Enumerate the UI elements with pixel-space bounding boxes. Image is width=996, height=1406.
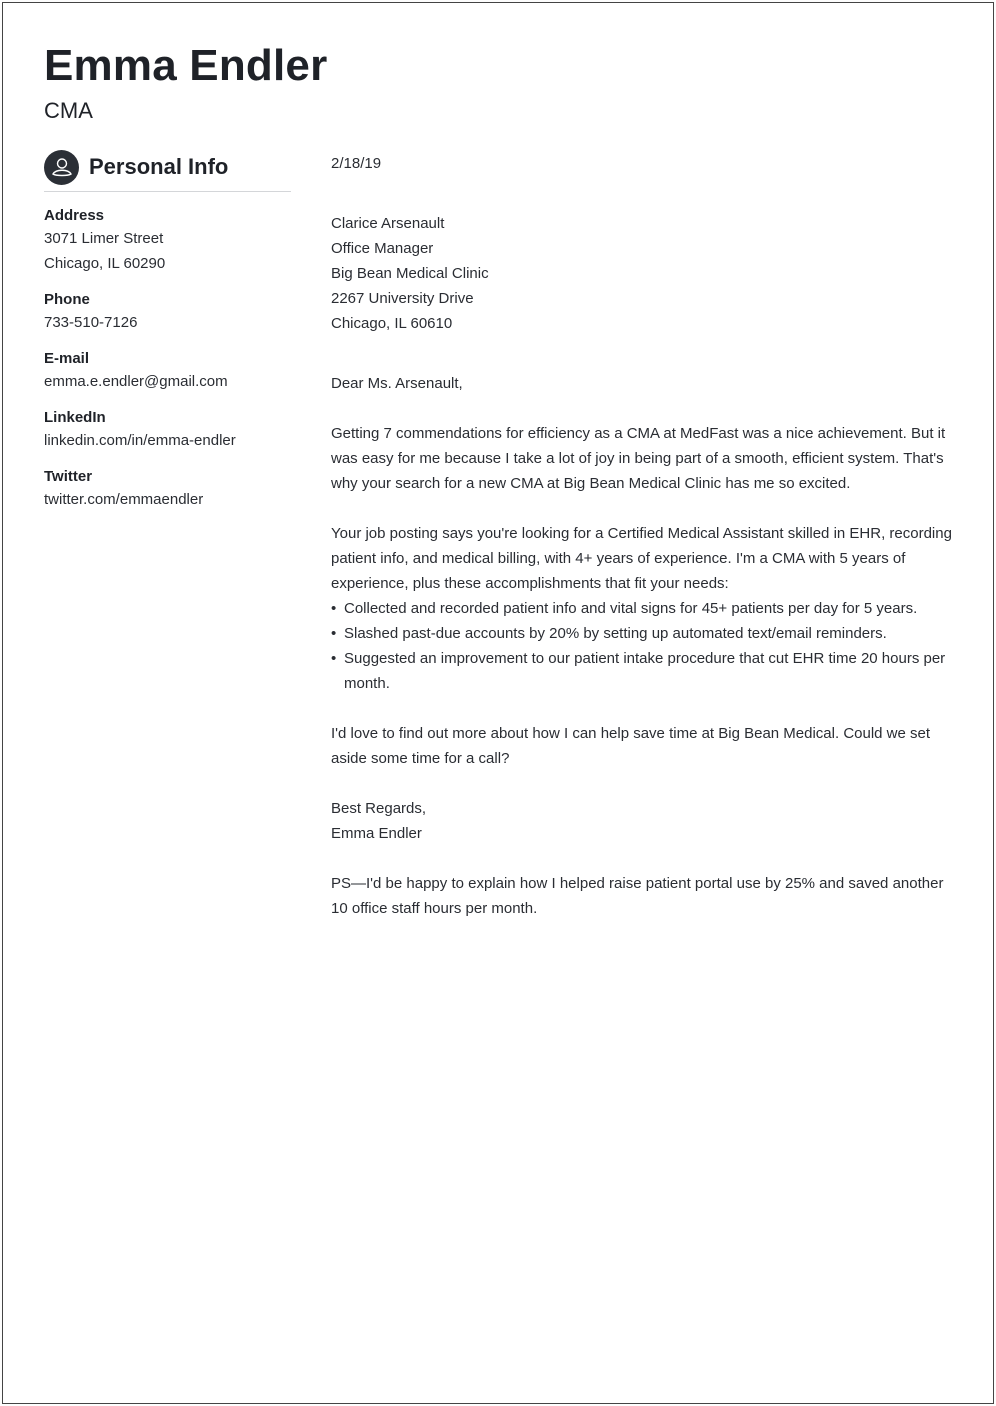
list-item: • Collected and recorded patient info and vital signs for 45+ patients per day for 5 years. bbox=[331, 596, 956, 621]
postscript: PS—I'd be happy to explain how I helped raise patient portal use by 25% and saved another 10 office staff hours per month. bbox=[331, 875, 944, 917]
person-icon bbox=[44, 150, 79, 185]
twitter-label: Twitter bbox=[44, 468, 93, 485]
signature: Emma Endler bbox=[331, 825, 422, 842]
applicant-title: CMA bbox=[44, 98, 93, 123]
letter-date: 2/18/19 bbox=[331, 155, 382, 172]
linkedin-value[interactable]: linkedin.com/in/emma-endler bbox=[44, 432, 236, 449]
paragraph-2: Your job posting says you're looking for a Certified Medical Assistant skilled in EHR, recording patient info, and medical billing, with 4+ years of experience. I'm a CMA with 5 years of experience, plus these accomplishments that fit your needs: bbox=[331, 525, 952, 592]
address-label: Address bbox=[44, 207, 105, 224]
address-line-2: Chicago, IL 60290 bbox=[44, 255, 166, 272]
accomplishments-list bbox=[331, 596, 956, 696]
email-value[interactable]: emma.e.endler@gmail.com bbox=[44, 373, 228, 390]
recipient-company: Big Bean Medical Clinic bbox=[331, 265, 489, 282]
applicant-name: Emma Endler bbox=[44, 41, 328, 90]
paragraph-2-block bbox=[331, 521, 956, 696]
list-item: • Slashed past-due accounts by 20% by setting up automated text/email reminders. bbox=[331, 621, 956, 646]
twitter-value[interactable]: twitter.com/emmaendler bbox=[44, 491, 204, 508]
salutation: Dear Ms. Arsenault, bbox=[331, 375, 463, 392]
list-item: • Suggested an improvement to our patient intake procedure that cut EHR time 20 hours per month. bbox=[331, 646, 956, 696]
closing: Best Regards, bbox=[331, 800, 427, 817]
recipient-city: Chicago, IL 60610 bbox=[331, 315, 453, 332]
linkedin-label: LinkedIn bbox=[44, 409, 106, 426]
letter-body bbox=[331, 151, 956, 946]
section-divider bbox=[44, 191, 291, 192]
recipient-name: Clarice Arsenault bbox=[331, 215, 445, 232]
email-label: E-mail bbox=[44, 350, 90, 367]
personal-info-header bbox=[44, 149, 291, 185]
section-title: Personal Info bbox=[89, 154, 229, 179]
phone-label: Phone bbox=[44, 291, 90, 308]
sidebar bbox=[44, 149, 291, 512]
recipient-street: 2267 University Drive bbox=[331, 290, 474, 307]
address-line-1: 3071 Limer Street bbox=[44, 230, 164, 247]
recipient-block bbox=[331, 211, 956, 336]
cover-letter-page bbox=[2, 2, 994, 1404]
paragraph-3: I'd love to find out more about how I can help save time at Big Bean Medical. Could we set aside some time for a call? bbox=[331, 725, 931, 767]
phone-value: 733-510-7126 bbox=[44, 314, 138, 331]
paragraph-1: Getting 7 commendations for efficiency as a CMA at MedFast was a nice achievement. But it was easy for me because I take a lot of joy in being part of a smooth, efficient system. That's why your search for a new CMA at Big Bean Medical Clinic has me so excited. bbox=[331, 425, 946, 492]
closing-block bbox=[331, 796, 956, 846]
recipient-position: Office Manager bbox=[331, 240, 434, 257]
